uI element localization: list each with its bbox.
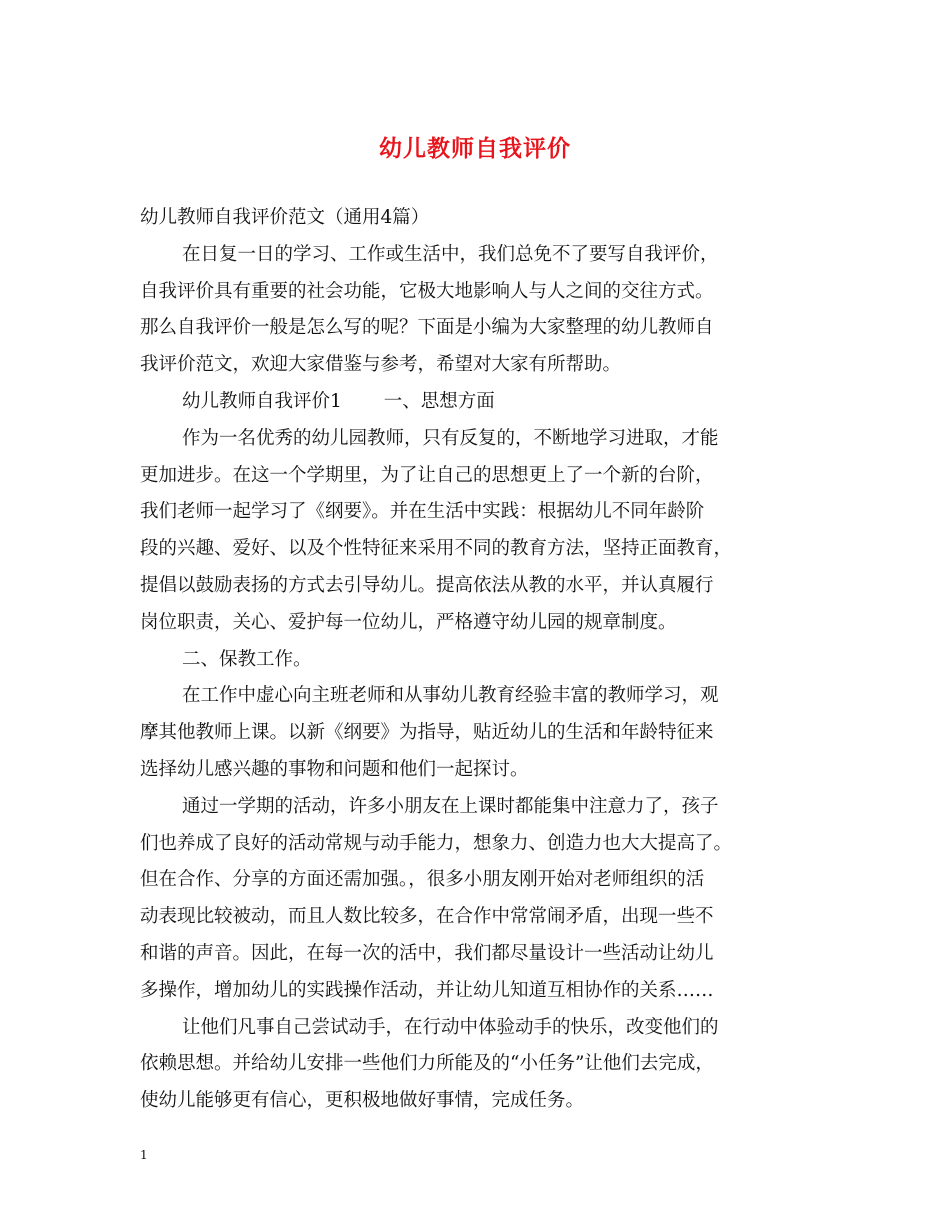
- paragraph-line: 那么自我评价一般是怎么写的呢？下面是小编为大家整理的幼儿教师自: [140, 317, 714, 339]
- document-subtitle: 幼儿教师自我评价范文（通用4篇）: [140, 207, 430, 228]
- paragraph-line: 自我评价具有重要的社会功能，它极大地影响人与人之间的交往方式。: [140, 280, 714, 302]
- page-number: 1: [140, 1148, 148, 1162]
- teaching-paragraph: [140, 678, 818, 788]
- paragraph-line: 选择幼儿感兴趣的事物和问题和他们一起探讨。: [140, 758, 529, 780]
- section1-heading: [140, 384, 818, 421]
- paragraph-line: 在工作中虚心向主班老师和从事幼儿教育经验丰富的教师学习，观: [182, 685, 719, 707]
- paragraph-line: 动表现比较被动，而且人数比较多，在合作中常常闹矛盾，出现一些不: [140, 906, 714, 928]
- thought-paragraph: [140, 421, 818, 642]
- paragraph-line: 使幼儿能够更有信心，更积极地做好事情，完成任务。: [140, 1090, 585, 1112]
- section1-heading-title: 幼儿教师自我评价1: [182, 390, 342, 412]
- document-body: [140, 200, 818, 1120]
- section1-heading-subtitle: 一、思想方面: [383, 390, 495, 412]
- paragraph-line: 我们老师一起学习了《纲要》。并在生活中实践：根据幼儿不同年龄阶: [140, 501, 705, 523]
- section2-heading: 二、保教工作。: [182, 648, 312, 670]
- practice-paragraph: [140, 1010, 818, 1120]
- intro-paragraph: [140, 237, 818, 384]
- paragraph-line: 提倡以鼓励表扬的方式去引导幼儿。提高依法从教的水平，并认真履行: [140, 574, 714, 596]
- paragraph-line: 但在合作、分享的方面还需加强。，很多小朋友刚开始对老师组织的活: [140, 869, 705, 891]
- paragraph-line: 让他们凡事自己尝试动手，在行动中体验动手的快乐，改变他们的: [182, 1016, 719, 1038]
- paragraph-line: 段的兴趣、爱好、以及个性特征来采用不同的教育方法，坚持正面教育，: [140, 538, 733, 560]
- paragraph-line: 更加进步。在这一个学期里，为了让自己的思想更上了一个新的台阶，: [140, 464, 714, 486]
- activity-paragraph: [140, 789, 818, 1010]
- paragraph-line: 们也养成了良好的活动常规与动手能力，想象力、创造力也大大提高了。: [140, 832, 733, 854]
- paragraph-line: 岗位职责，关心、爱护每一位幼儿，严格遵守幼儿园的规章制度。: [140, 611, 677, 633]
- paragraph-line: 依赖思想。并给幼儿安排一些他们力所能及的“小任务”让他们去完成，: [140, 1053, 714, 1075]
- paragraph-line: 摩其他教师上课。以新《纲要》为指导，贴近幼儿的生活和年龄特征来: [140, 722, 714, 744]
- paragraph-line: 通过一学期的活动，许多小朋友在上课时都能集中注意力了，孩子: [182, 795, 719, 817]
- paragraph-line: 在日复一日的学习、工作或生活中，我们总免不了要写自我评价，: [182, 243, 719, 265]
- paragraph-line: 和谐的声音。因此，在每一次的活中，我们都尽量设计一些活动让幼儿: [140, 942, 714, 964]
- document-title: 幼儿教师自我评价: [379, 135, 571, 162]
- paragraph-line: 多操作，增加幼儿的实践操作活动，并让幼儿知道互相协作的关系……: [140, 979, 714, 1001]
- paragraph-line: 作为一名优秀的幼儿园教师，只有反复的，不断地学习进取，才能: [182, 427, 719, 449]
- paragraph-line: 我评价范文，欢迎大家借鉴与参考，希望对大家有所帮助。: [140, 354, 622, 376]
